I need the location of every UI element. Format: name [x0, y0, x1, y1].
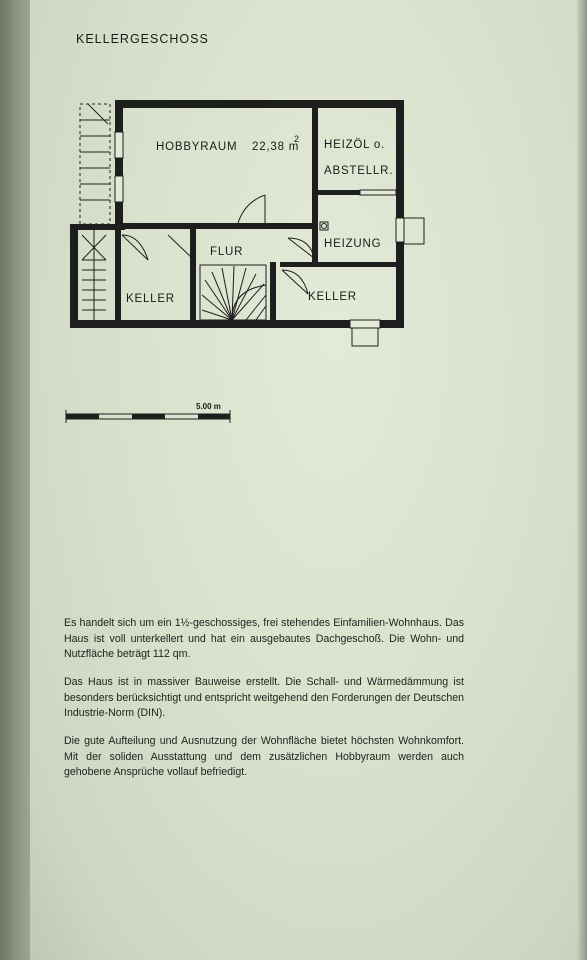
spiral-stair	[200, 265, 266, 320]
room-label-hobbyraum: HOBBYRAUM	[156, 141, 238, 153]
paragraph-construction: Das Haus ist in massiver Bauweise erstellt. Die Schall- und Wärmedämmung ist besonders berücksichtigt und entspricht weitgehend den Forderungen der Deutschen Industrie-Norm (DIN).	[64, 676, 464, 719]
room-label-hobbyraum-area: 22,38 m	[252, 141, 300, 153]
outer-stair	[80, 104, 110, 224]
room-label-flur: FLUR	[210, 246, 244, 258]
room-label-hobbyraum-area-sup: 2	[294, 134, 300, 144]
scale-bar	[60, 395, 260, 430]
room-label-heizung: HEIZUNG	[324, 238, 382, 250]
room-label-keller-left: KELLER	[126, 293, 175, 305]
keller-stair	[82, 230, 106, 320]
floor-plan	[60, 90, 440, 350]
room-label-heizoel-1: HEIZÖL o.	[324, 139, 386, 151]
room-label-keller-right: KELLER	[308, 291, 357, 303]
scale-label: 5.00 m	[196, 402, 221, 411]
room-label-heizoel-2: ABSTELLR.	[324, 165, 394, 177]
floor-title: KELLERGESCHOSS	[76, 32, 209, 46]
page-edge-right	[577, 0, 587, 960]
paragraph-comfort: Die gute Aufteilung und Ausnutzung der Wohnfläche bietet höchsten Wohnkomfort. Mit der soliden Ausstattung und dem zusätzlichen Hobbyraum werden auch gehobene Ansprüche vollauf befriedigt.	[64, 735, 464, 778]
paragraph-intro: Es handelt sich um ein 1½-geschossiges, frei stehendes Einfamilien-Wohnhaus. Das Haus ist voll unterkellert und hat ein ausgebautes Dachgeschoß. Die Wohn- und Nutzfläche beträgt 112 qm.	[64, 617, 464, 660]
doors	[122, 195, 328, 294]
